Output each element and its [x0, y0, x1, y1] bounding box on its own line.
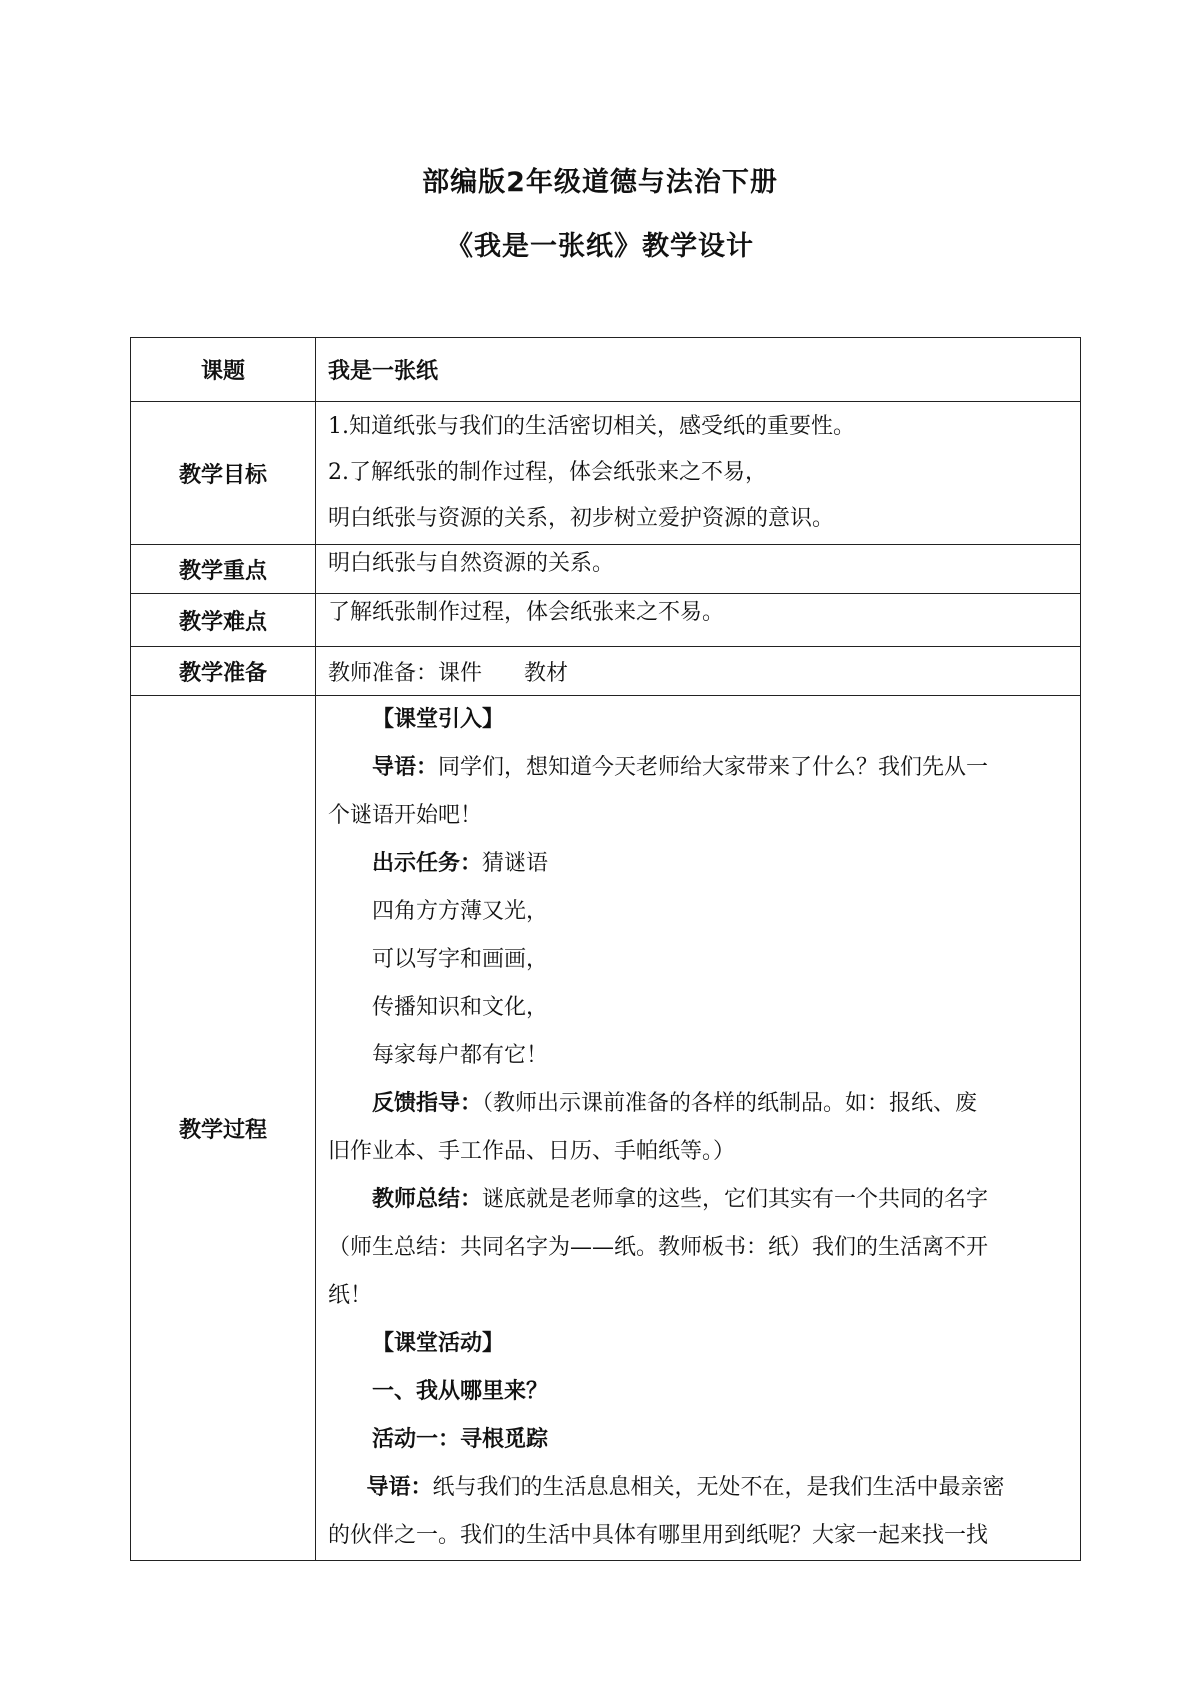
paragraph-line [328, 1176, 1070, 1224]
objective-line: 1.知道纸张与我们的生活密切相关，感受纸的重要性。 [328, 414, 855, 439]
preparation-label: 教学准备 [131, 647, 316, 696]
lesson-plan-table [130, 337, 1081, 1561]
paragraph-line [328, 840, 1070, 888]
table-row [131, 594, 1081, 647]
activity-title: 活动一：寻根觅踪 [372, 1427, 549, 1452]
objective-line: 明白纸张与资源的关系，初步树立爱护资源的意识。 [328, 506, 835, 531]
table-row [131, 696, 1081, 1561]
topic-cell [316, 338, 1081, 402]
objectives-cell [316, 402, 1081, 545]
paragraph-line [328, 1080, 1070, 1128]
paragraph-line: （师生总结：共同名字为——纸。教师板书：纸）我们的生活离不开 [328, 1235, 989, 1260]
riddle-line: 每家每户都有它！ [372, 1043, 549, 1068]
process-cell [316, 696, 1081, 1561]
document-title: 部编版2年级道德与法治下册 [422, 167, 778, 198]
paragraph-line: 纸！ [328, 1283, 373, 1308]
paragraph-line [328, 744, 1070, 792]
task-text: 猜谜语 [482, 851, 549, 876]
paragraph-line: 旧作业本、手工作品、日历、手帕纸等。） [328, 1139, 736, 1164]
intro-heading: 【课堂引入】 [372, 707, 505, 732]
topic-value: 我是一张纸 [328, 359, 439, 384]
topic-label: 课题 [131, 338, 316, 402]
summary-keyword: 教师总结： [372, 1187, 483, 1212]
process-label: 教学过程 [131, 696, 316, 1561]
section-heading: 一、我从哪里来？ [372, 1379, 549, 1404]
task-keyword: 出示任务： [372, 851, 483, 876]
preparation-cell [316, 647, 1081, 696]
riddle-line: 可以写字和画画， [372, 947, 549, 972]
summary-text: 谜底就是老师拿的这些，它们其实有一个共同的名字 [482, 1187, 989, 1212]
key-point-label: 教学重点 [131, 545, 316, 594]
activity-heading: 【课堂活动】 [372, 1331, 505, 1356]
riddle-line: 四角方方薄又光， [372, 899, 549, 924]
preparation-value: 教师准备：课件 教材 [328, 660, 568, 686]
key-point-cell [316, 545, 1081, 594]
paragraph-line: 个谜语开始吧！ [328, 803, 483, 828]
difficulty-cell [316, 594, 1081, 647]
document-subtitle: 《我是一张纸》教学设计 [446, 231, 754, 262]
table-row [131, 402, 1081, 545]
guide-keyword: 导语： [372, 755, 439, 780]
paragraph-line: 的伙伴之一。我们的生活中具体有哪里用到纸呢？大家一起来找一找 [328, 1523, 989, 1548]
guide-keyword: 导语： [366, 1475, 433, 1500]
table-row [131, 338, 1081, 402]
objectives-label: 教学目标 [131, 402, 316, 545]
difficulty-label: 教学难点 [131, 594, 316, 647]
feedback-text: （教师出示课前准备的各样的纸制品。如：报纸、废 [482, 1091, 978, 1116]
objective-line: 2.了解纸张的制作过程，体会纸张来之不易， [328, 460, 767, 485]
difficulty-value: 了解纸张制作过程，体会纸张来之不易。 [328, 600, 725, 625]
feedback-keyword: 反馈指导： [372, 1091, 483, 1116]
guide-text: 同学们，想知道今天老师给大家带来了什么？我们先从一 [438, 755, 989, 780]
paragraph-line [328, 1464, 1070, 1512]
table-row [131, 545, 1081, 594]
riddle-line: 传播知识和文化， [372, 995, 549, 1020]
key-point-value: 明白纸张与自然资源的关系。 [328, 551, 615, 576]
guide-text: 纸与我们的生活息息相关，无处不在，是我们生活中最亲密 [432, 1475, 1005, 1500]
table-row [131, 647, 1081, 696]
